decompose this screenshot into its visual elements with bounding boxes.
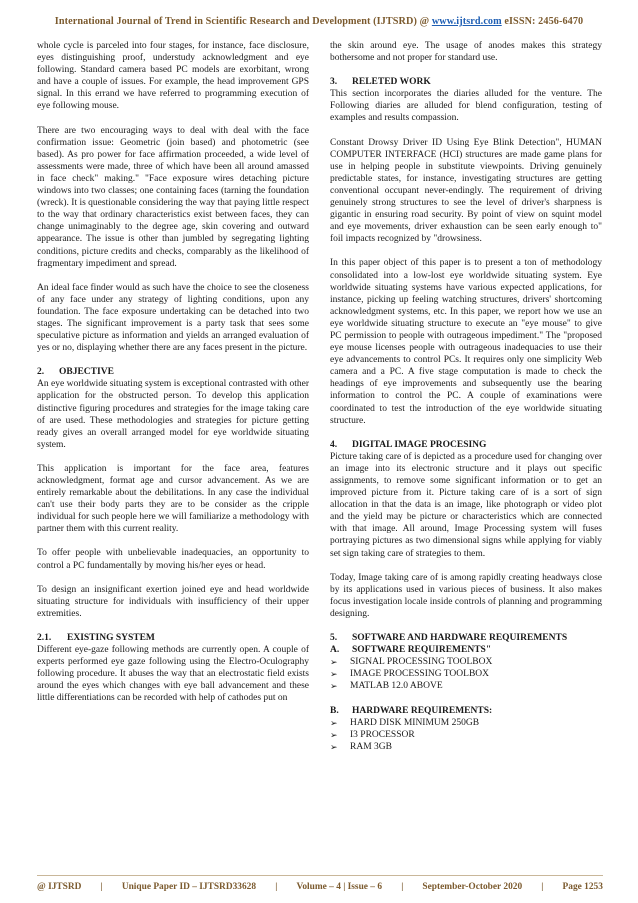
header-issn-text: eISSN: 2456-6470 — [501, 16, 584, 27]
section-title: EXISTING SYSTEM — [67, 632, 155, 643]
footer-separator: | — [541, 882, 544, 892]
section-title: OBJECTIVE — [59, 367, 114, 378]
hardware-list — [330, 717, 602, 753]
section-number: 4. — [330, 439, 338, 450]
paragraph: This section incorporates the diaries alluded for the venture. The Following diaries are alluded for blend configuration, testing of examples and results compassion. — [330, 89, 602, 124]
list-item: ➢ HARD DISK MINIMUM 250GB — [330, 717, 602, 729]
running-header — [0, 16, 638, 27]
footer-separator: | — [275, 882, 278, 892]
right-column — [330, 40, 602, 765]
section-title: HARDWARE REQUIREMENTS: — [352, 705, 493, 716]
paragraph: In this paper object of this paper is to present a ton of methodology consolidated into a low-lost eye worldwide situating system. Eye worldwide situating systems have various expected applications, for instance, picking up feeling watching structures, drivers' shortcoming acknowledgment systems, etc. In this paper, we report how we use an eye worldwide situating structure to execute an "eye mouse" to give PC permission to people with outrageous impediment." The "proposed eye mouse licenses people with outrageous inadequacies to use their eye advancements to control PCs. It requires only one simplicity Web camera and a PC. A five stage computation is made to check the headings of eye improvements and subsequently use the bearing information to control the PC. A couple of examinations were coordinated to test the introduction of the eye worldwide situating structure. — [330, 258, 602, 426]
list-item: ➢ RAM 3GB — [330, 741, 602, 753]
list-item: ➢ SIGNAL PROCESSING TOOLBOX — [330, 656, 602, 668]
section-title: SOFTWARE REQUIREMENTS" — [352, 645, 492, 656]
paragraph: Constant Drowsy Driver ID Using Eye Blink Detection", HUMAN COMPUTER INTERFACE (HCI) structures are made game plans for use in helping people in substitute viewpoints. Driving genuinely predictable states, for instance, investigating structures are getting conventional occupant never-endingly. The requirement of driving genuinely strong structures to see the level of driver's sharpness is gigantic in ensuring road security. By point of view on squint model and eye movements, driver exhaustion can be seen early enough to" foil impacts recognized by "drowsiness. — [330, 137, 602, 245]
paragraph: Today, Image taking care of is among rapidly creating headways close by its applications used in various pieces of business. It also makes focus investigation locale inside controls of planning and programming designing. — [330, 572, 602, 619]
footer-page-number: Page 1253 — [562, 882, 603, 892]
software-list — [330, 656, 602, 692]
section-number: B. — [330, 705, 339, 716]
section-number: 5. — [330, 633, 338, 644]
left-column — [37, 40, 309, 705]
footer-separator: | — [100, 882, 103, 892]
paragraph: To design an insignificant exertion joined eye and head worldwide situating structure for individuals with insufficiency of their upper extremities. — [37, 584, 309, 619]
subsection-heading-hardware — [330, 705, 602, 717]
section-heading-existing-system — [37, 632, 309, 644]
section-heading-objective — [37, 366, 309, 378]
paragraph: There are two encouraging ways to deal with deal with the face confirmation issue: Geometric (join based) and photometric (see based). As pro power for face affirmation proceeded, a wide level of assessments were made, three of which have been all around amassed in face check" making." "Face exposure wires detaching picture windows into two classes; one containing faces (tarning the foundation (wreck). It is questionable considering the way that paying little respect to the way that ordinary characteristics exist between faces, they can change unimaginably to the degree age, skin covering and outward appearance. The issue is other than jumbled by segregating lighting conditions, picture credits and checks, comparably as the likelihood of fragmentary impediment and spread. — [37, 125, 309, 269]
paragraph: An eye worldwide situating system is exceptional contrasted with other application for the obstructed person. To develop this application distinctive figuring procedures and strategies for the image taking care of are used. These methodologies and strategies for picture getting ready gives an overall arranged model for eye worldwide situating system. — [37, 379, 309, 450]
paragraph: Picture taking care of is depicted as a procedure used for changing over an image into its electronic structure and it plays out specific assignments, to remove some significant information or to get an improved picture from it. Picture taking care of is a sort of sign allocation in that the data is an image, like photograph or video plot and the yield may be picture or characteristics which are connected with that image. All around, Image Processing system will fuses portraying pictures as two dimensional signs while applying for viably set sign taking care of strategies to them. — [330, 451, 602, 559]
section-title: DIGITAL IMAGE PROCESING — [352, 439, 487, 450]
journal-website-link[interactable]: www.ijtsrd.com — [431, 16, 502, 27]
section-number: 3. — [330, 77, 338, 88]
section-title: RELETED WORK — [352, 77, 431, 88]
paragraph: To offer people with unbelievable inadequacies, an opportunity to control a PC fundamentally by moving his/her eyes or head. — [37, 548, 309, 571]
paragraph: This application is important for the face area, features acknowledgment, format age and cursor advancement. As we are entirely remarkable about the debilitations. In any case the individual can't use their body parts they are to be consider as the cripple individual for such people here we will familiarize a methodology with partner them with this current reality. — [37, 463, 309, 535]
footer-journal: @ IJTSRD — [37, 882, 82, 892]
section-heading-digital-image-processing — [330, 439, 602, 451]
paragraph: the skin around eye. The usage of anodes makes this strategy bothersome and not proper for standard use. — [330, 41, 602, 64]
header-journal-text: International Journal of Trend in Scientific Research and Development (IJTSRD) @ — [54, 16, 432, 27]
footer-separator: | — [401, 882, 404, 892]
running-footer — [37, 882, 603, 892]
footer-paper-id: Unique Paper ID – IJTSRD33628 — [121, 882, 257, 892]
list-item: ➢ I3 PROCESSOR — [330, 729, 602, 741]
paragraph: whole cycle is parceled into four stages, for instance, face disclosure, eyes distinguishing proof, understudy acknowledgment and eye following. Standard camera based PC models are exorbitant, wrong and have a couple of issues. For example, the head improvement GPS signal. In this errand we have referred to programming execution of eye following mouse. — [37, 41, 309, 112]
section-number: A. — [330, 645, 340, 656]
list-item: ➢ MATLAB 12.0 ABOVE — [330, 680, 602, 692]
subsection-heading-software — [330, 644, 602, 656]
section-heading-requirements — [330, 632, 602, 644]
list-item: ➢ IMAGE PROCESSING TOOLBOX — [330, 668, 602, 680]
paragraph: An ideal face finder would as such have the choice to see the closeness of any face under any strategy of lighting conditions, upon any foundation. The face exposure undertaking can be detached into two stages. The significant improvement is a party task that sees some speculative picture as information and yields an arranged evaluation of yes or no, displaying whether there are any faces present in the picture. — [37, 282, 309, 354]
footer-date: September-October 2020 — [422, 882, 523, 892]
section-number: 2.1. — [37, 632, 52, 643]
footer-divider — [37, 875, 603, 876]
paragraph: Different eye-gaze following methods are currently open. A couple of experts performed eye gaze following using the Electro-Oculography following procedure. It abuses the way that an electrostatic field exists around the eyes which changes with eye ball advancement and these little differentiations can be recorded with help of cathodes put on — [37, 645, 309, 704]
section-heading-related-work — [330, 76, 602, 88]
section-number: 2. — [37, 367, 45, 378]
footer-volume-issue: Volume – 4 | Issue – 6 — [296, 882, 383, 892]
section-title: SOFTWARE AND HARDWARE REQUIREMENTS — [352, 633, 568, 644]
